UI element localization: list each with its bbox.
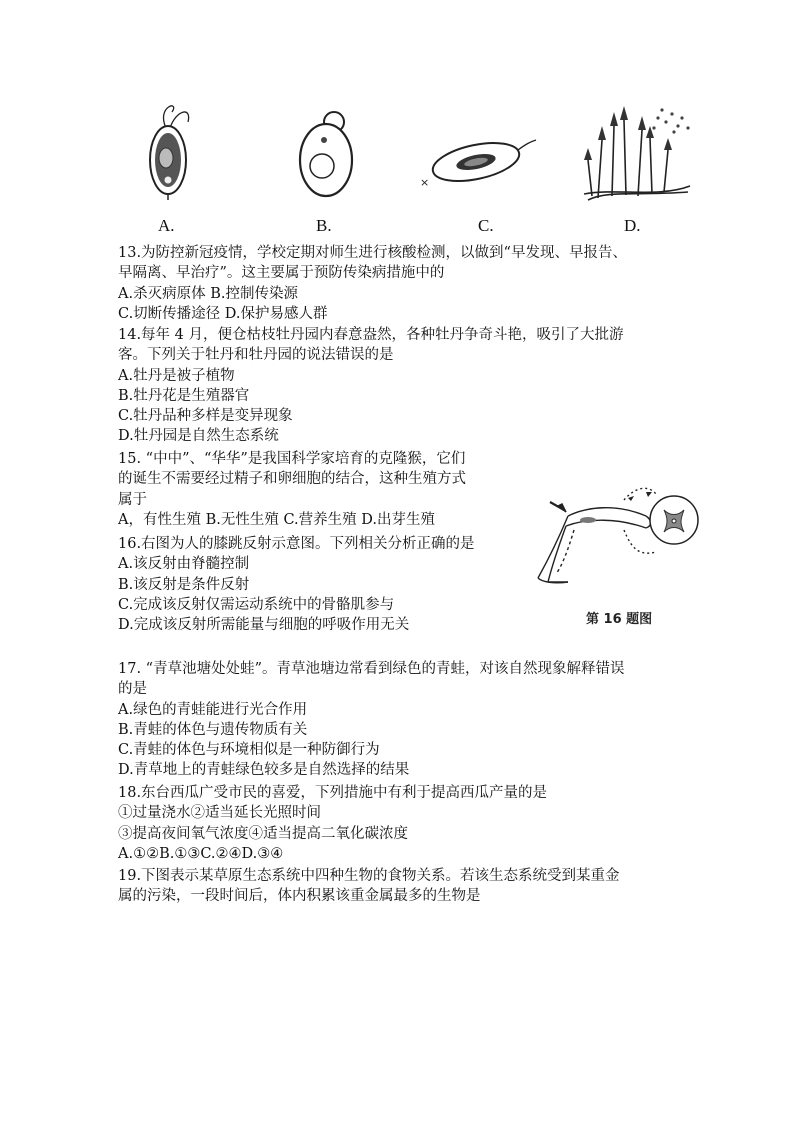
question-14-option-c: C.牡丹品种多样是变异现象 [118, 408, 293, 425]
question-18-measures-2: ③提高夜间氧气浓度④适当提高二氧化碳浓度 [118, 825, 408, 842]
figure-c-paramecium [418, 100, 538, 235]
question-14-option-a: A.牡丹是被子植物 [118, 367, 235, 384]
question-14-line-1: 14.每年 4 月，便仓枯枝牡丹园内春意盎然，各种牡丹争奇斗艳，吸引了大批游 [118, 327, 624, 343]
question-17-option-d: D.青草地上的青蛙绿色较多是自然选择的结果 [118, 762, 410, 779]
knee-reflex-figure [528, 470, 700, 635]
question-15-line-2: 的诞生不需要经过精子和卵细胞的结合，这种生殖方式 [118, 471, 466, 488]
question-15-options: A，有性生殖 B.无性生殖 C.营养生殖 D.出芽生殖 [118, 511, 435, 528]
question-18 [118, 783, 547, 864]
question-15-line-1: 15. “中中”、“华华”是我国科学家培育的克隆猴，它们 [118, 451, 466, 467]
figure-b-yeast [288, 100, 368, 235]
question-14 [118, 325, 624, 447]
question-17-option-a: A.绿色的青蛙能进行光合作用 [118, 701, 308, 718]
question-13-line-1: 13.为防控新冠疫情，学校定期对师生进行核酸检测，以做到“早发现、早报告、 [118, 245, 627, 261]
question-14-option-d: D.牡丹园是自然生态系统 [118, 428, 279, 445]
question-17-line-2: 的是 [118, 681, 147, 698]
question-17 [118, 659, 625, 781]
yeast-illustration [288, 100, 368, 210]
question-13-option-cd: C.切断传播途径 D.保护易感人群 [118, 305, 328, 322]
knee-reflex-caption: 第 16 题图 [586, 612, 653, 627]
euglena-illustration [128, 100, 208, 210]
knee-reflex-illustration [528, 470, 700, 605]
question-15-line-3: 属于 [118, 491, 147, 508]
question-19-line-1: 19.下图表示某草原生态系统中四种生物的食物关系。若该生态系统受到某重金 [118, 868, 620, 884]
organism-figures [118, 100, 698, 240]
question-16-option-a: A.该反射由脊髓控制 [118, 556, 250, 573]
figure-d-mold [578, 100, 698, 235]
question-16-line-1: 16.右图为人的膝跳反射示意图。下列相关分析正确的是 [118, 536, 475, 552]
figure-a-label: A. [158, 216, 175, 235]
question-18-measures-1: ①过量浇水②适当延长光照时间 [118, 805, 321, 822]
question-14-option-b: B.牡丹花是生殖器官 [118, 387, 250, 404]
question-13 [118, 243, 627, 324]
question-18-options: A.①②B.①③C.②④D.③④ [118, 845, 284, 862]
question-16-option-c: C.完成该反射仅需运动系统中的骨骼肌参与 [118, 596, 395, 613]
svg-text:×: × [420, 176, 430, 189]
question-17-option-b: B.青蛙的体色与遗传物质有关 [118, 721, 308, 738]
question-17-option-c: C.青蛙的体色与环境相似是一种防御行为 [118, 742, 380, 759]
question-17-line-1: 17. “青草池塘处处蛙”。青草池塘边常看到绿色的青蛙，对该自然现象解释错误 [118, 661, 625, 677]
paramecium-illustration [418, 100, 538, 210]
question-18-line-1: 18.东台西瓜广受市民的喜爱，下列措施中有利于提高西瓜产量的是 [118, 785, 548, 801]
question-16-option-b: B.该反射是条件反射 [118, 576, 250, 593]
question-16-option-d: D.完成该反射所需能量与细胞的呼吸作用无关 [118, 617, 410, 634]
figure-b-label: B. [316, 216, 332, 235]
figure-c-label: C. [478, 216, 494, 235]
question-16 [118, 534, 475, 635]
mold-illustration [578, 100, 698, 210]
question-19 [118, 866, 620, 907]
question-14-line-2: 客。下列关于牡丹和牡丹园的说法错误的是 [118, 347, 394, 364]
question-15 [118, 449, 466, 530]
question-13-line-2: 早隔离、早治疗”。这主要属于预防传染病措施中的 [118, 265, 445, 282]
figure-d-label: D. [624, 216, 641, 235]
question-19-line-2: 属的污染，一段时间后，体内积累该重金属最多的生物是 [118, 888, 481, 905]
question-13-option-ab: A.杀灭病原体 B.控制传染源 [118, 285, 298, 302]
figure-a-euglena [128, 100, 208, 235]
